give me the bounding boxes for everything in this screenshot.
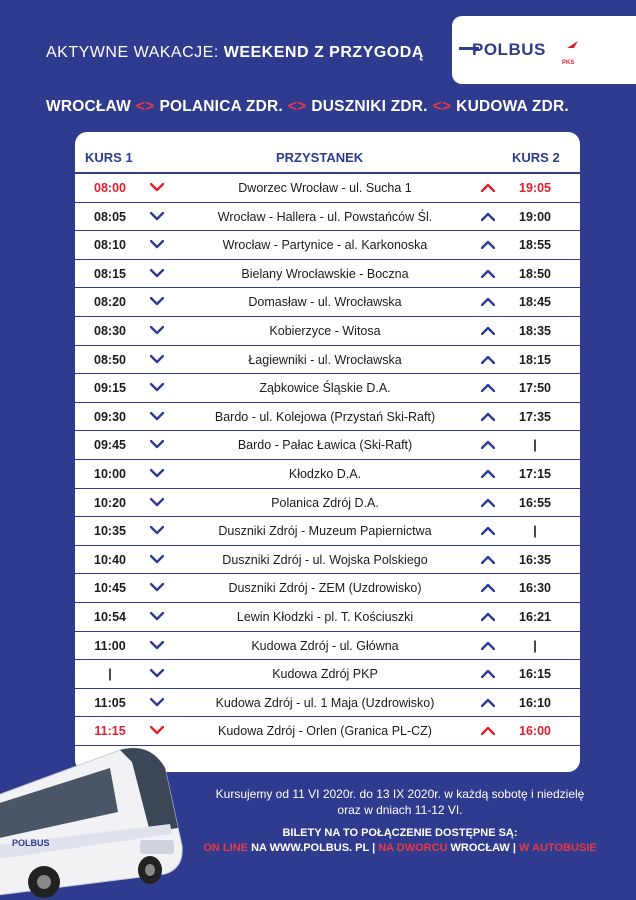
stop-name: Kudowa Zdrój PKP [272, 667, 378, 682]
table-row [75, 489, 580, 518]
table-row [75, 403, 580, 432]
kurs2-time: 18:45 [519, 295, 551, 310]
stop-name: Ząbkowice Śląskie D.A. [259, 381, 391, 396]
header-prefix: AKTYWNE WAKACJE: [46, 44, 219, 61]
chevron-up-icon [481, 269, 495, 278]
kurs1-time: 10:00 [94, 466, 126, 481]
kurs2-time: 19:05 [519, 181, 551, 195]
kurs2-time: 16:55 [519, 495, 551, 510]
chevron-down-icon [150, 212, 164, 221]
kurs1-time: 08:10 [94, 238, 126, 253]
table-row [75, 174, 580, 203]
coach-bus-illustration [0, 728, 190, 900]
stop-name: Dworzec Wrocław - ul. Sucha 1 [238, 181, 412, 195]
kurs1-time: 11:15 [94, 724, 126, 739]
chevron-down-icon [150, 297, 164, 306]
kurs1-time: 09:15 [94, 381, 126, 396]
tickets-bus: W AUTOBUSIE [519, 842, 597, 854]
page-header [46, 44, 424, 62]
table-row [75, 431, 580, 460]
table-row [75, 603, 580, 632]
table-row [75, 203, 580, 232]
kurs2-time: 18:15 [519, 352, 551, 367]
header-stop: PRZYSTANEK [276, 150, 364, 165]
table-row [75, 317, 580, 346]
table-row [75, 288, 580, 317]
tickets-online: ON LINE [203, 842, 248, 854]
chevron-down-icon [150, 698, 164, 707]
stop-name: Bielany Wrocławskie - Boczna [241, 266, 409, 281]
header-title: WEEKEND Z PRZYGODĄ [223, 44, 424, 61]
stop-name: Duszniki Zdrój - ZEM (Uzdrowisko) [228, 581, 422, 596]
timetable-card [75, 132, 580, 772]
chevron-up-icon [481, 469, 495, 478]
route-line [46, 98, 569, 116]
chevron-up-icon [481, 183, 495, 192]
kurs2-time: 16:21 [519, 609, 551, 624]
chevron-up-icon [481, 297, 495, 306]
kurs2-time: | [533, 638, 537, 653]
kurs2-time: 18:55 [519, 238, 551, 253]
kurs1-time: 10:45 [94, 581, 126, 596]
stop-name: Kłodzko D.A. [288, 466, 362, 481]
kurs2-time: | [533, 438, 537, 453]
chevron-down-icon [150, 498, 164, 507]
chevron-up-icon [481, 583, 495, 592]
tickets-divider: | [372, 842, 376, 854]
tickets-divider: | [512, 842, 516, 854]
chevron-up-icon [481, 612, 495, 621]
route-stop: DUSZNIKI ZDR. [311, 98, 428, 115]
kurs1-time: 09:30 [94, 409, 126, 424]
table-row [75, 346, 580, 375]
route-separator: <> [432, 98, 452, 115]
stop-name: Duszniki Zdrój - ul. Wojska Polskiego [222, 552, 428, 567]
table-row [75, 574, 580, 603]
kurs1-time: 10:40 [94, 552, 126, 567]
chevron-down-icon [150, 412, 164, 421]
kurs2-time: 16:35 [519, 552, 551, 567]
stop-name: Bardo - Pałac Ławica (Ski-Raft) [237, 438, 413, 453]
chevron-up-icon [481, 641, 495, 650]
logo-sub: PKS [562, 60, 575, 66]
kurs2-time: 19:00 [519, 209, 551, 224]
chevron-down-icon [150, 355, 164, 364]
tickets-heading: BILETY NA TO POŁĄCZENIE DOSTĘPNE SĄ: [282, 827, 518, 839]
chevron-down-icon [150, 555, 164, 564]
kurs1-time: 10:20 [94, 495, 126, 510]
svg-text:POLBUS: POLBUS [12, 838, 50, 848]
tickets-station-city: WROCŁAW [450, 842, 510, 854]
chevron-down-icon [150, 240, 164, 249]
table-row [75, 231, 580, 260]
kurs2-time: 16:30 [519, 581, 551, 596]
stop-name: Kudowa Zdrój - ul. 1 Maja (Uzdrowisko) [215, 695, 435, 710]
tickets-info [190, 826, 610, 856]
logo-name: POLBUS [472, 40, 546, 59]
chevron-down-icon [150, 583, 164, 592]
kurs1-time: 10:35 [94, 524, 126, 539]
kurs1-time: | [108, 667, 112, 682]
chevron-up-icon [481, 698, 495, 707]
table-row [75, 460, 580, 489]
chevron-down-icon [150, 383, 164, 392]
chevron-up-icon [481, 326, 495, 335]
route-separator: <> [135, 98, 155, 115]
stop-name: Domasław - ul. Wrocławska [248, 295, 402, 310]
tickets-channels [190, 841, 610, 856]
table-row [75, 660, 580, 689]
kurs1-time: 08:30 [94, 323, 126, 338]
chevron-down-icon [150, 612, 164, 621]
route-separator: <> [287, 98, 307, 115]
chevron-up-icon [481, 555, 495, 564]
kurs2-time: 16:15 [519, 667, 551, 682]
kurs2-time: 18:50 [519, 266, 551, 281]
kurs1-time: 08:20 [94, 295, 126, 310]
stop-name: Wrocław - Partynice - al. Karkonoska [222, 238, 428, 253]
kurs2-time: | [533, 524, 537, 539]
kurs1-time: 10:54 [94, 609, 126, 624]
chevron-up-icon [481, 440, 495, 449]
header-kurs1: KURS 1 [85, 150, 133, 165]
kurs1-time: 08:50 [94, 352, 126, 367]
chevron-down-icon [150, 526, 164, 535]
note-line-1: Kursujemy od 11 VI 2020r. do 13 IX 2020r. w każdą sobotę i niedzielę [215, 787, 585, 801]
kurs2-time: 16:10 [519, 695, 551, 710]
chevron-up-icon [481, 412, 495, 421]
stop-name: Kudowa Zdrój - Orlen (Granica PL-CZ) [218, 724, 432, 739]
route-stop: POLANICA ZDR. [159, 98, 283, 115]
polbus-logo [452, 16, 636, 84]
kurs2-time: 17:35 [519, 409, 551, 424]
stop-name: Duszniki Zdrój - Muzeum Papiernictwa [218, 524, 432, 539]
chevron-down-icon [150, 641, 164, 650]
timetable-rows [75, 174, 580, 746]
kurs1-time: 08:15 [94, 266, 126, 281]
chevron-up-icon [481, 240, 495, 249]
table-row [75, 689, 580, 718]
chevron-down-icon [150, 183, 164, 192]
stop-name: Kobierzyce - Witosa [269, 323, 381, 338]
chevron-up-icon [481, 212, 495, 221]
kurs2-time: 18:35 [519, 323, 551, 338]
kurs2-time: 17:50 [519, 381, 551, 396]
stop-name: Lewin Kłodzki - pl. T. Kościuszki [236, 609, 414, 624]
chevron-up-icon [481, 498, 495, 507]
stop-name: Kudowa Zdrój - ul. Główna [251, 638, 399, 653]
chevron-up-icon [481, 526, 495, 535]
chevron-down-icon [150, 669, 164, 678]
stop-name: Bardo - ul. Kolejowa (Przystań Ski-Raft) [214, 409, 436, 424]
header-kurs2: KURS 2 [512, 150, 560, 165]
kurs1-time: 08:05 [94, 209, 126, 224]
chevron-down-icon [150, 269, 164, 278]
schedule-note [190, 786, 610, 818]
kurs2-time: 16:00 [519, 724, 551, 739]
kurs1-time: 11:05 [94, 695, 126, 710]
kurs1-time: 08:00 [94, 181, 126, 195]
kurs2-time: 17:15 [519, 466, 551, 481]
table-header [75, 150, 580, 170]
chevron-up-icon [481, 355, 495, 364]
chevron-up-icon [481, 669, 495, 678]
table-row [75, 374, 580, 403]
chevron-up-icon [481, 726, 495, 735]
kurs1-time: 09:45 [94, 438, 126, 453]
chevron-down-icon [150, 440, 164, 449]
table-row [75, 546, 580, 575]
route-stop: KUDOWA ZDR. [456, 98, 569, 115]
logo-swoosh-icon [566, 40, 580, 50]
chevron-up-icon [481, 383, 495, 392]
chevron-down-icon [150, 469, 164, 478]
table-row [75, 517, 580, 546]
stop-name: Wrocław - Hallera - ul. Powstańców Śl. [217, 209, 433, 224]
route-stop: WROCŁAW [46, 98, 131, 115]
note-line-2: oraz w dniach 11-12 VI. [337, 803, 463, 817]
stop-name: Łagiewniki - ul. Wrocławska [248, 352, 402, 367]
tickets-online-url: NA WWW.POLBUS. PL [251, 842, 370, 854]
stop-name: Polanica Zdrój D.A. [271, 495, 379, 510]
table-row [75, 260, 580, 289]
kurs1-time: 11:00 [94, 638, 126, 653]
chevron-down-icon [150, 326, 164, 335]
table-row [75, 632, 580, 661]
tickets-station: NA DWORCU [378, 842, 448, 854]
